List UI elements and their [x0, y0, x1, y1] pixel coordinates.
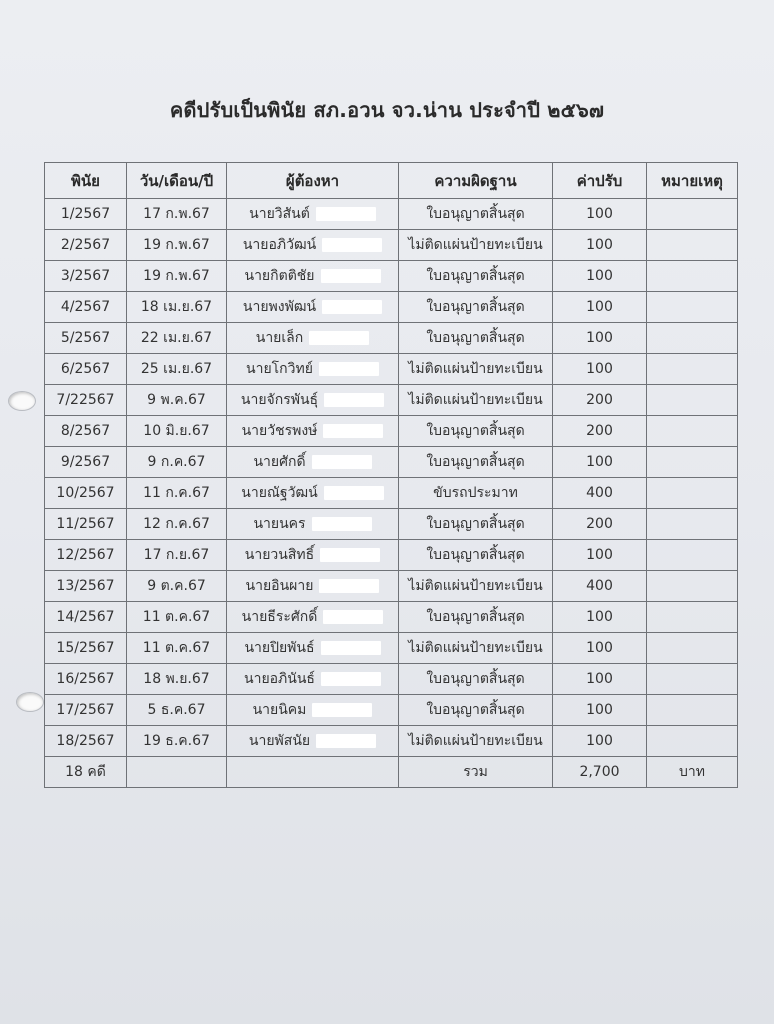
fine-cell: 400 — [553, 571, 647, 602]
suspect-name-cell — [227, 292, 399, 323]
suspect-name: นายกิตติชัย — [244, 268, 315, 284]
case-no-cell: 15/2567 — [45, 633, 127, 664]
fine-cell: 100 — [553, 447, 647, 478]
table-row — [45, 602, 738, 633]
table-row — [45, 447, 738, 478]
redaction-block — [320, 548, 380, 562]
suspect-name: นายนคร — [253, 516, 306, 532]
date-cell: 19 ก.พ.67 — [127, 230, 227, 261]
suspect-name-cell — [227, 261, 399, 292]
case-no-cell: 17/2567 — [45, 695, 127, 726]
note-cell — [647, 695, 738, 726]
punch-hole-bottom — [16, 692, 44, 712]
fine-cell: 200 — [553, 385, 647, 416]
case-no-cell: 9/2567 — [45, 447, 127, 478]
date-cell: 12 ก.ค.67 — [127, 509, 227, 540]
suspect-name: นายวัชรพงษ์ — [241, 423, 318, 439]
suspect-name-cell — [227, 478, 399, 509]
suspect-name: นายจักรพันธุ์ — [240, 392, 319, 408]
note-cell — [647, 292, 738, 323]
case-no-cell: 13/2567 — [45, 571, 127, 602]
suspect-name-cell — [227, 354, 399, 385]
fine-cell: 200 — [553, 509, 647, 540]
total-row — [45, 757, 738, 788]
offense-cell: ใบอนุญาตสิ้นสุด — [399, 540, 553, 571]
header-fine: ค่าปรับ — [553, 163, 647, 199]
suspect-name-cell — [227, 323, 399, 354]
offense-cell: ใบอนุญาตสิ้นสุด — [399, 447, 553, 478]
case-no-cell: 11/2567 — [45, 509, 127, 540]
offense-cell: ใบอนุญาตสิ้นสุด — [399, 323, 553, 354]
note-cell — [647, 323, 738, 354]
case-no-cell: 6/2567 — [45, 354, 127, 385]
suspect-name: นายนิคม — [252, 702, 307, 718]
fine-cell: 100 — [553, 199, 647, 230]
table-row — [45, 695, 738, 726]
redaction-block — [309, 331, 369, 345]
suspect-name-cell — [227, 571, 399, 602]
redaction-block — [321, 641, 381, 655]
page-title: คดีปรับเป็นพินัย สภ.อวน จว.น่าน ประจำปี ๒๕๖๗ — [169, 98, 605, 122]
offense-cell: ใบอนุญาตสิ้นสุด — [399, 199, 553, 230]
redaction-block — [323, 424, 383, 438]
table-row — [45, 385, 738, 416]
suspect-name-cell — [227, 230, 399, 261]
suspect-name: นายเล็ก — [255, 330, 304, 346]
case-no-cell: 16/2567 — [45, 664, 127, 695]
date-cell: 11 ต.ค.67 — [127, 602, 227, 633]
suspect-name: นายอภิวัฒน์ — [242, 237, 317, 253]
date-cell: 22 เม.ย.67 — [127, 323, 227, 354]
note-cell — [647, 416, 738, 447]
total-amount: 2,700 — [553, 757, 647, 788]
fines-table — [44, 162, 738, 788]
fine-cell: 200 — [553, 416, 647, 447]
fine-cell: 100 — [553, 695, 647, 726]
suspect-name-cell — [227, 602, 399, 633]
offense-cell: ใบอนุญาตสิ้นสุด — [399, 261, 553, 292]
case-no-cell: 5/2567 — [45, 323, 127, 354]
fine-cell: 400 — [553, 478, 647, 509]
note-cell — [647, 199, 738, 230]
redaction-block — [312, 455, 372, 469]
case-no-cell: 14/2567 — [45, 602, 127, 633]
suspect-name-cell — [227, 633, 399, 664]
offense-cell: ใบอนุญาตสิ้นสุด — [399, 664, 553, 695]
suspect-name: นายโกวิทย์ — [246, 361, 313, 377]
date-cell: 18 เม.ย.67 — [127, 292, 227, 323]
offense-cell: ใบอนุญาตสิ้นสุด — [399, 292, 553, 323]
note-cell — [647, 261, 738, 292]
date-cell: 17 ก.ย.67 — [127, 540, 227, 571]
offense-cell: ใบอนุญาตสิ้นสุด — [399, 602, 553, 633]
table-row — [45, 292, 738, 323]
date-cell: 9 ก.ค.67 — [127, 447, 227, 478]
suspect-name: นายศักดิ์ — [253, 454, 306, 470]
redaction-block — [319, 362, 379, 376]
table-row — [45, 664, 738, 695]
note-cell — [647, 478, 738, 509]
note-cell — [647, 230, 738, 261]
total-empty-name — [227, 757, 399, 788]
offense-cell: ใบอนุญาตสิ้นสุด — [399, 416, 553, 447]
table-row — [45, 633, 738, 664]
date-cell: 5 ธ.ค.67 — [127, 695, 227, 726]
table-body — [45, 199, 738, 757]
date-cell: 11 ต.ค.67 — [127, 633, 227, 664]
suspect-name: นายวิสันต์ — [249, 206, 310, 222]
table-header-row — [45, 163, 738, 199]
suspect-name: นายวนสิทธิ์ — [244, 547, 315, 563]
fine-cell: 100 — [553, 323, 647, 354]
redaction-block — [319, 579, 379, 593]
table-row — [45, 323, 738, 354]
suspect-name: นายพงพัฒน์ — [242, 299, 317, 315]
suspect-name-cell — [227, 695, 399, 726]
offense-cell: ไม่ติดแผ่นป้ายทะเบียน — [399, 230, 553, 261]
suspect-name: นายณัฐวัฒน์ — [241, 485, 318, 501]
header-suspect: ผู้ต้องหา — [227, 163, 399, 199]
redaction-block — [312, 703, 372, 717]
redaction-block — [322, 300, 382, 314]
fine-cell: 100 — [553, 261, 647, 292]
total-unit: บาท — [647, 757, 738, 788]
fine-cell: 100 — [553, 230, 647, 261]
case-no-cell: 3/2567 — [45, 261, 127, 292]
suspect-name-cell — [227, 447, 399, 478]
table-row — [45, 230, 738, 261]
fine-cell: 100 — [553, 664, 647, 695]
total-label: รวม — [399, 757, 553, 788]
case-no-cell: 2/2567 — [45, 230, 127, 261]
case-no-cell: 4/2567 — [45, 292, 127, 323]
fine-cell: 100 — [553, 726, 647, 757]
total-count: 18 คดี — [45, 757, 127, 788]
header-note: หมายเหตุ — [647, 163, 738, 199]
suspect-name: นายอภินันธ์ — [244, 671, 315, 687]
note-cell — [647, 385, 738, 416]
offense-cell: ใบอนุญาตสิ้นสุด — [399, 509, 553, 540]
table-row — [45, 540, 738, 571]
suspect-name-cell — [227, 540, 399, 571]
note-cell — [647, 664, 738, 695]
fine-cell: 100 — [553, 354, 647, 385]
table-row — [45, 478, 738, 509]
redaction-block — [312, 517, 372, 531]
table-row — [45, 261, 738, 292]
redaction-block — [323, 610, 383, 624]
redaction-block — [324, 486, 384, 500]
date-cell: 9 ต.ค.67 — [127, 571, 227, 602]
redaction-block — [316, 207, 376, 221]
note-cell — [647, 633, 738, 664]
date-cell: 19 ธ.ค.67 — [127, 726, 227, 757]
redaction-block — [316, 734, 376, 748]
suspect-name: นายอินผาย — [245, 578, 314, 594]
date-cell: 19 ก.พ.67 — [127, 261, 227, 292]
note-cell — [647, 571, 738, 602]
offense-cell: ใบอนุญาตสิ้นสุด — [399, 695, 553, 726]
redaction-block — [321, 269, 381, 283]
suspect-name-cell — [227, 726, 399, 757]
note-cell — [647, 509, 738, 540]
case-no-cell: 18/2567 — [45, 726, 127, 757]
suspect-name: นายปิยพันธ์ — [244, 640, 315, 656]
fine-cell: 100 — [553, 602, 647, 633]
offense-cell: ไม่ติดแผ่นป้ายทะเบียน — [399, 571, 553, 602]
date-cell: 9 พ.ค.67 — [127, 385, 227, 416]
note-cell — [647, 602, 738, 633]
fine-cell: 100 — [553, 540, 647, 571]
redaction-block — [324, 393, 384, 407]
offense-cell: ไม่ติดแผ่นป้ายทะเบียน — [399, 385, 553, 416]
table-row — [45, 726, 738, 757]
suspect-name-cell — [227, 509, 399, 540]
offense-cell: ไม่ติดแผ่นป้ายทะเบียน — [399, 354, 553, 385]
note-cell — [647, 726, 738, 757]
date-cell: 25 เม.ย.67 — [127, 354, 227, 385]
table-row — [45, 509, 738, 540]
table-row — [45, 199, 738, 230]
total-empty-date — [127, 757, 227, 788]
header-case-no: พินัย — [45, 163, 127, 199]
suspect-name-cell — [227, 385, 399, 416]
case-no-cell: 7/22567 — [45, 385, 127, 416]
suspect-name-cell — [227, 664, 399, 695]
suspect-name-cell — [227, 199, 399, 230]
date-cell: 11 ก.ค.67 — [127, 478, 227, 509]
date-cell: 18 พ.ย.67 — [127, 664, 227, 695]
date-cell: 17 ก.พ.67 — [127, 199, 227, 230]
fine-cell: 100 — [553, 292, 647, 323]
suspect-name: นายธีระศักดิ์ — [241, 609, 318, 625]
table-row — [45, 416, 738, 447]
case-no-cell: 1/2567 — [45, 199, 127, 230]
case-no-cell: 12/2567 — [45, 540, 127, 571]
punch-hole-top — [8, 391, 36, 411]
note-cell — [647, 354, 738, 385]
date-cell: 10 มิ.ย.67 — [127, 416, 227, 447]
note-cell — [647, 447, 738, 478]
offense-cell: ไม่ติดแผ่นป้ายทะเบียน — [399, 633, 553, 664]
note-cell — [647, 540, 738, 571]
redaction-block — [321, 672, 381, 686]
suspect-name: นายพัสนัย — [248, 733, 311, 749]
header-offense: ความผิดฐาน — [399, 163, 553, 199]
redaction-block — [322, 238, 382, 252]
suspect-name-cell — [227, 416, 399, 447]
offense-cell: ขับรถประมาท — [399, 478, 553, 509]
fine-cell: 100 — [553, 633, 647, 664]
offense-cell: ไม่ติดแผ่นป้ายทะเบียน — [399, 726, 553, 757]
header-date: วัน/เดือน/ปี — [127, 163, 227, 199]
table-row — [45, 571, 738, 602]
table-row — [45, 354, 738, 385]
case-no-cell: 10/2567 — [45, 478, 127, 509]
case-no-cell: 8/2567 — [45, 416, 127, 447]
